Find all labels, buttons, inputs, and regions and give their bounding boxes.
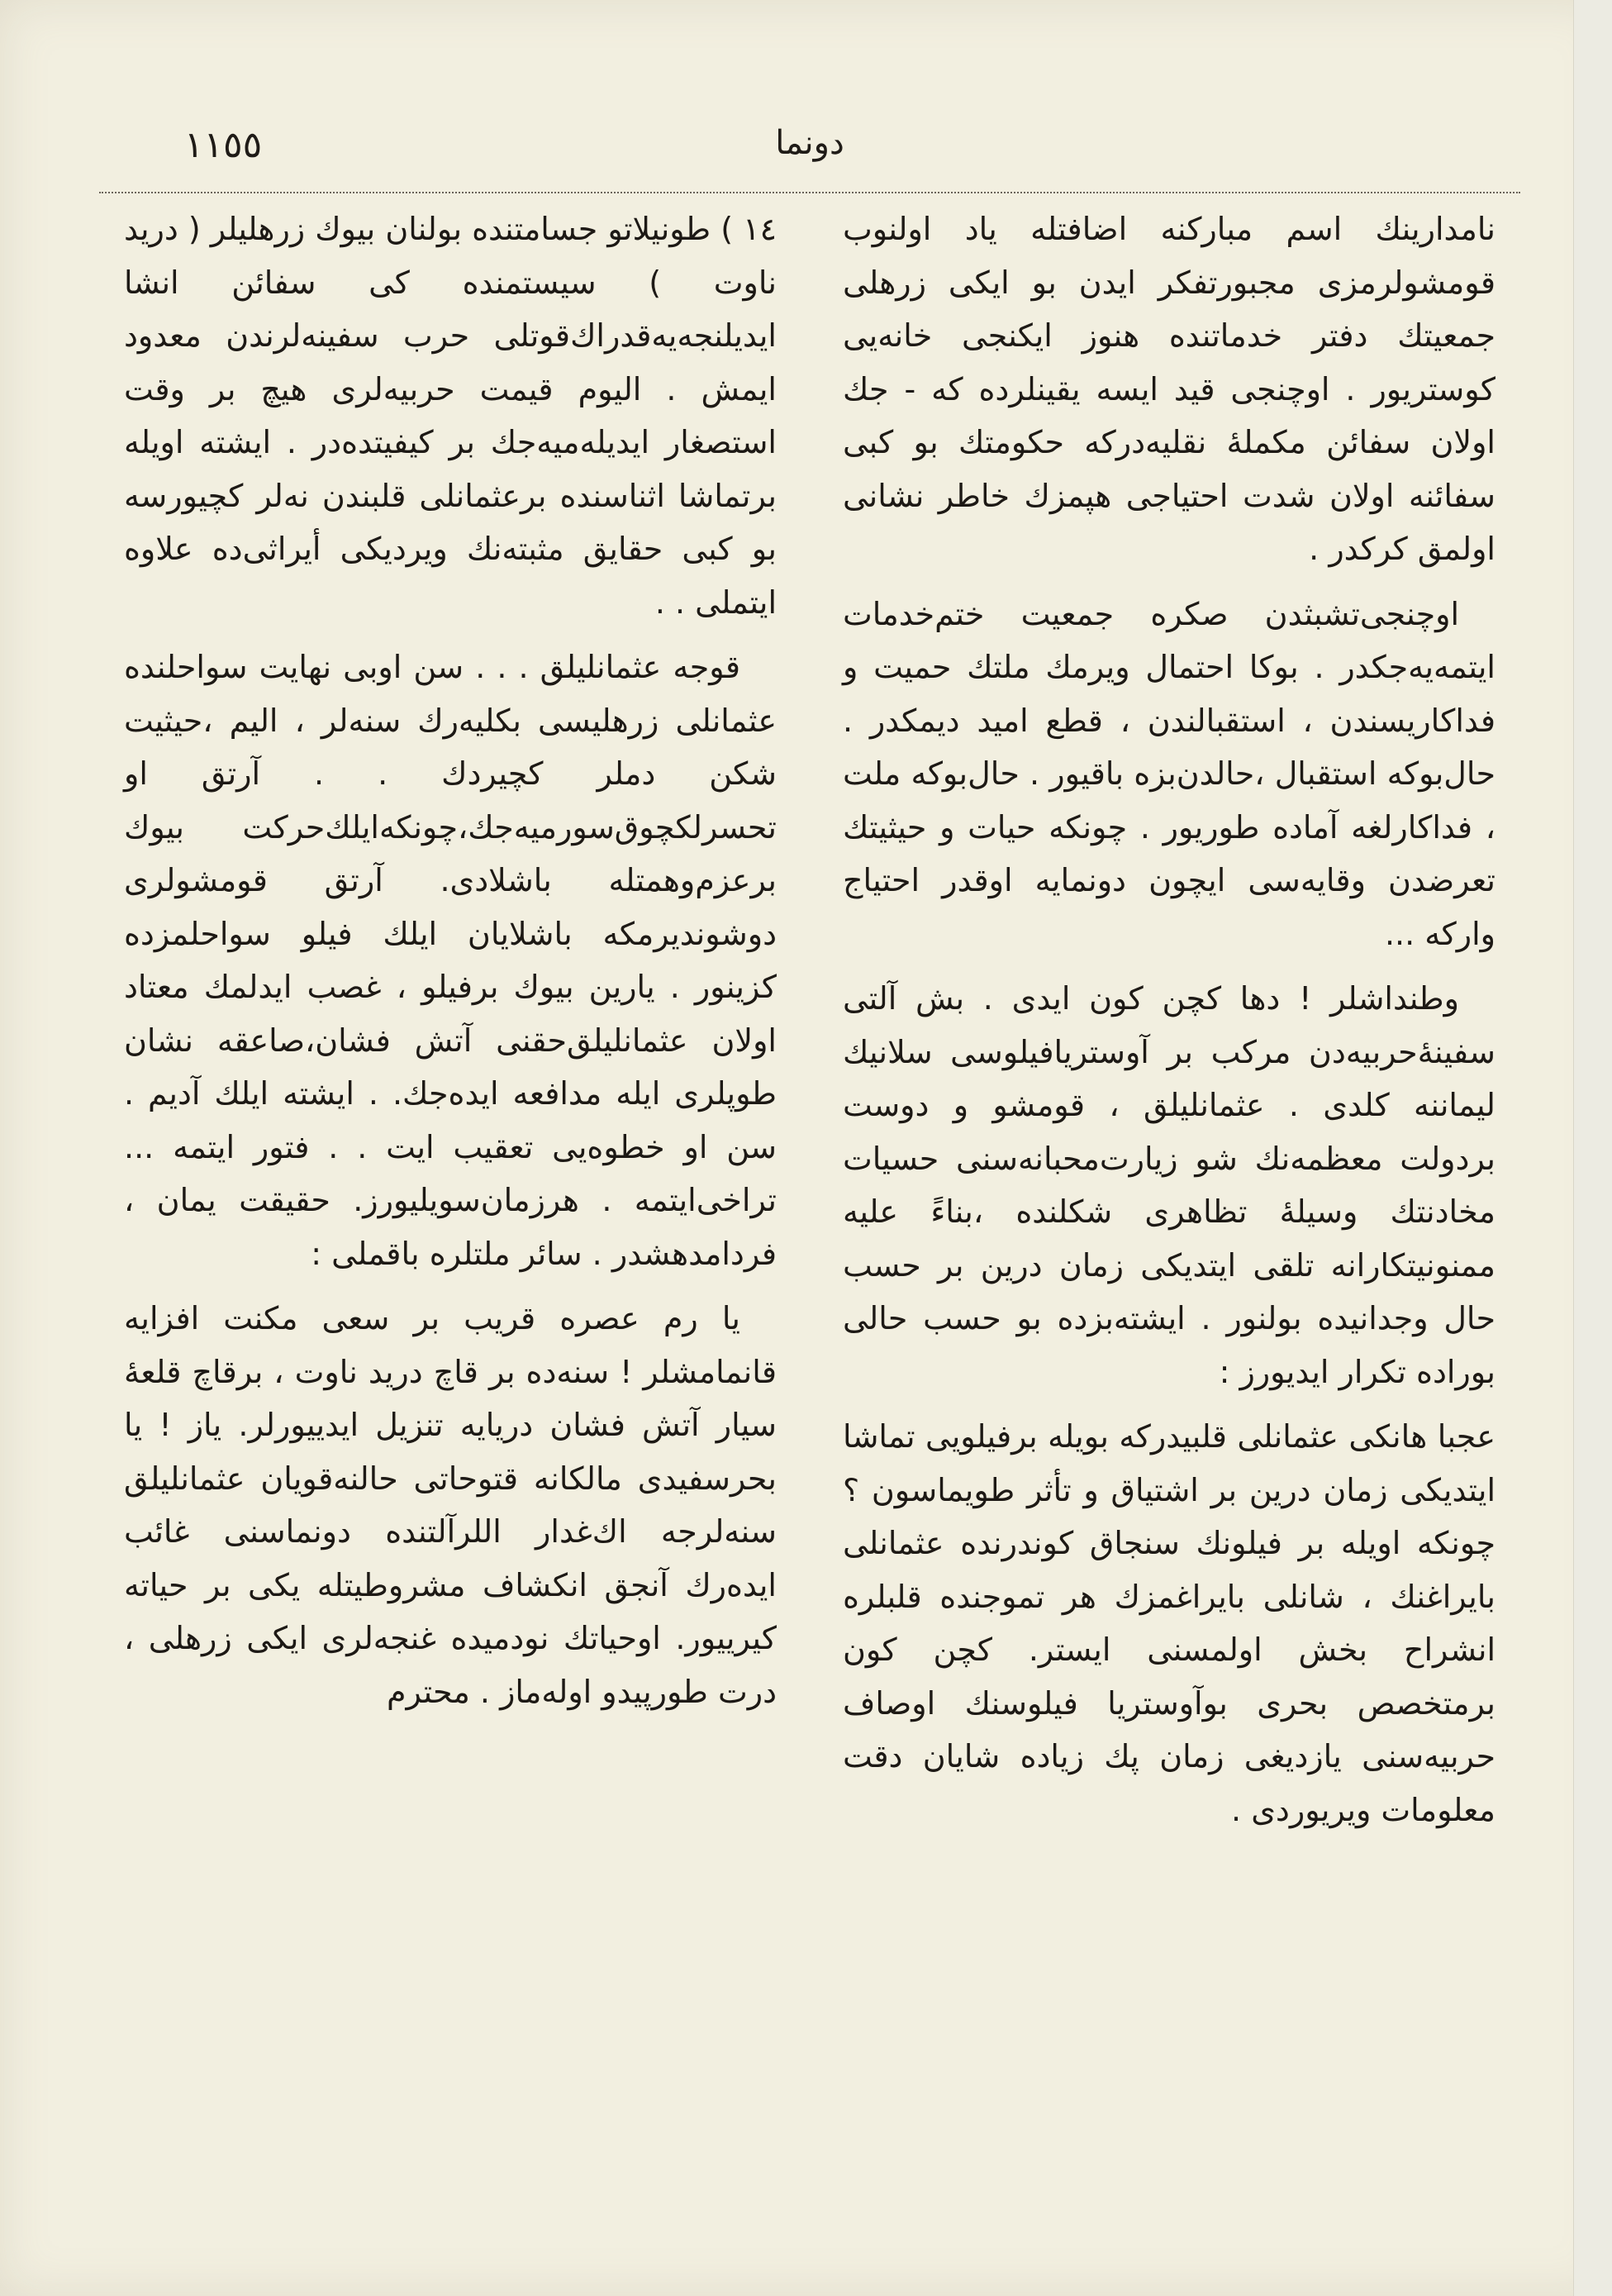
left-text-column [124,202,777,2277]
page-number: ١١٥٥ [183,124,263,166]
running-title: دونما [775,124,844,162]
paragraph: قوجه عثمانلیلق . . . سن اوبی نهایت سواحلنده عثمانلی زرهلیسی بکلیه‌رك سنه‌لر ، الیم ،حیثیت شکن دملر کچیردك . . آرتق او تحسرلكچوق‌سورمیه‌جك،چونکه‌ایلك‌حرکت بیوك برعزم‌وهمتله باشلادی. آرتق قومشولری دوشوندیرمکه باشلایان ایلك فیلو سواحلمزده کزینور . یارین بیوك برفیلو ، غصب ایدلمك معتاد اولان عثمانلیلق‌حقنی آتش فشان،صاعقه نشان طوپلری ایله مدافعه ایده‌جك. . ایشته ایلك آدیم . سن او خطوه‌یی تعقیب ایت . . فتور ایتمه ... تراخی‌ایتمه . هرزمان‌سویلیورز. حقیقت یمان ، فردامدهشدر . سائر ملتلره باقملی : [124,649,777,1272]
page-header [0,124,1612,182]
header-divider [99,192,1520,193]
paragraph: نامدارینك اسم مبارکنه اضافتله یاد اولنوب قومشولرمزی مجبورتفکر ایدن بو ایکی زرهلی جمعیتك دفتر خدماتنده هنوز ایکنجی خانه‌یی کوستریور . اوچنجی قید ایسه یقینلرده که - جك اولان سفائن مکمله‌ٔ نقلیه‌درکه حکومتك بو کبی سفائنه اولان شدت احتیاجی هپمزك خاطر نشانی اولمق کرکدر . [843,211,1495,567]
paragraph: وطنداشلر ! دها کچن کون ایدی . بش آلتی سفینهٔ‌حربیه‌دن مرکب بر آوستریافیلوسی سلانیك لیماننه کلدی . عثمانلیلق ، قومشو و دوست بردولت معظمه‌نك شو زیارت‌محبانه‌سنی حسیات مخادنتك وسیلهٔ تظاهری شکلنده ،بناءً علیه ممنونیتکارانه تلقی ایتدیکی زمان درین بر حسب حال وجدانیده بولنور . ایشته‌بزده بو حسب حالی بوراده تکرار ایدیورز : [843,980,1495,1390]
paragraph: عجبا هانکی عثمانلی قلبیدرکه بویله برفیلویی تماشا ایتدیکی زمان درین بر اشتیاق و تأثر طویماسون ؟ چونکه اویله بر فیلونك سنجاق کوندرنده عثمانلی بایراغنك ، شانلی بایراغمزك هر تموجنده قلبلره انشراح بخش اولمسنی ایستر. کچن کون برمتخصص بحری بوآوستریا فیلوسنك اوصاف حربیه‌سنی یازدیغی زمان پك زیاده شایان دقت معلومات ویریوردی . [843,1418,1495,1828]
paragraph: اوچنجی‌تشبثدن صکره جمعیت ختم‌خدمات ایتمه‌یه‌جکدر . بوکا احتمال ویرمك ملتك حمیت و فداکاریسندن ، استقبالندن ، قطع امید دیمکدر . حال‌بوکه استقبال ،حالدن‌بزه باقیور . حال‌بوکه ملت ، فداکارلغه آماده طوریور . چونکه حیات و حیثیتك تعرضدن وقایه‌سی ایچون دونمایه اوقدر احتیاج وارکه ... [843,595,1495,952]
paragraph: ١٤ ) طونیلاتو جسامتنده بولنان بیوك زرهلیلر ( درید ناوت ) سیستمنده کی سفائن انشا ایدیلنجه‌یه‌قدراك‌قوتلی حرب سفینه‌لرندن معدود ایمش . الیوم قیمت حربیه‌لری هیچ بر وقت استصغار ایدیله‌میه‌جك بر کیفیتده‌در . ایشته اویله برتماشا اثناسنده برعثمانلی قلبندن نه‌لر کچیورسه بو کبی حقایق مثبته‌نك ویردیکی أیراثی‌ده علاوه ایتملی . . [124,211,777,621]
page-edge [1573,0,1612,2296]
paragraph: یا رم عصره قریب بر سعی مکنت افزایه قانمامشلر ! سنه‌ده بر قاچ درید ناوت ، برقاچ قلعهٔ سیار آتش فشان دریایه تنزیل ایدییورلر. یاز ! یا بحرسفیدی مالکانه قتوحاتی حالنه‌قویان عثمانلیلق سنه‌لرجه اك‌غدار اللرآلتنده دونماسنی غائب ایده‌رك آنجق انکشاف مشروطیتله یکی بر حیاته کیرییور. اوحیاتك نودمیده غنجه‌لری ایکی زرهلی ، درت طورپیدو اوله‌ماز . محترم [124,1300,777,1710]
right-text-column [843,202,1495,2277]
